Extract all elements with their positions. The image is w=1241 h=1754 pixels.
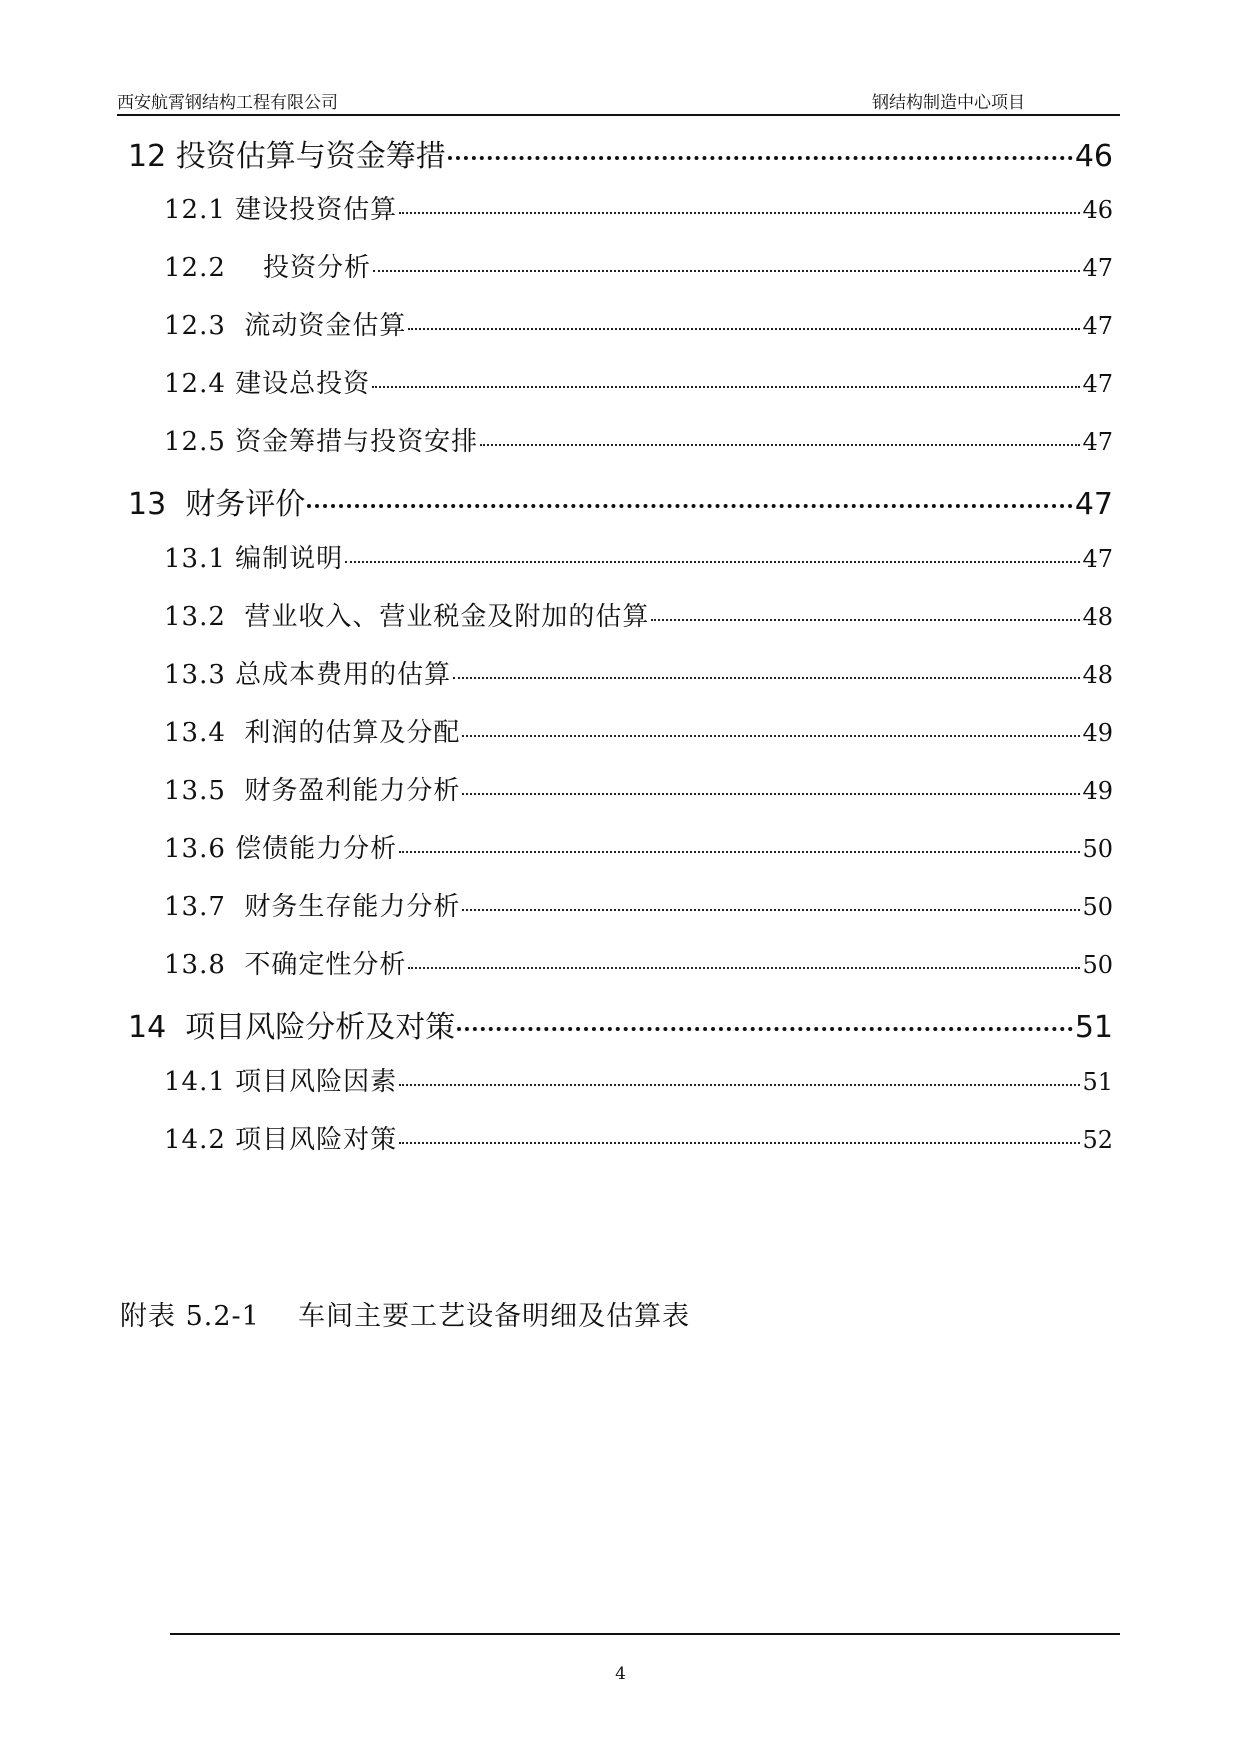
toc-leader-dots: [462, 715, 1080, 741]
toc-entry-page: 50: [1082, 951, 1113, 979]
toc-entry-13-1[interactable]: [164, 538, 1113, 575]
toc-entry-page: 48: [1082, 603, 1113, 631]
toc-entry-page: 47: [1082, 312, 1113, 340]
toc-entry-label: 13.1 编制说明: [164, 544, 344, 574]
toc-leader-dots: [448, 136, 1073, 166]
toc-entry-label: 13.6 偿债能力分析: [164, 834, 398, 864]
toc-leader-dots: [408, 947, 1080, 973]
toc-entry-page: 46: [1082, 196, 1113, 224]
toc-entry-section-14[interactable]: [128, 1002, 1113, 1046]
toc-leader-dots: [307, 484, 1073, 514]
toc-entry-13-6[interactable]: [164, 828, 1113, 865]
toc-entry-label: 12 投资估算与资金筹措: [128, 139, 446, 174]
toc-entry-page: 47: [1082, 428, 1113, 456]
toc-entry-13-7[interactable]: [164, 886, 1113, 923]
toc-entry-label: 12.4 建设总投资: [164, 369, 371, 399]
toc-leader-dots: [372, 366, 1080, 392]
toc-entry-section-13[interactable]: [128, 479, 1113, 523]
toc-entry-label: 13.4 利润的估算及分配: [164, 718, 461, 748]
toc-entry-label: 13.5 财务盈利能力分析: [164, 776, 461, 806]
toc-leader-dots: [457, 1007, 1073, 1037]
toc-entry-label: 13.2 营业收入、营业税金及附加的估算: [164, 602, 650, 632]
toc-entry-label: 14.2 项目风险对策: [164, 1125, 398, 1155]
toc-entry-12-3[interactable]: [164, 305, 1113, 342]
toc-entry-page: 46: [1074, 139, 1113, 174]
toc-leader-dots: [651, 599, 1080, 625]
toc-entry-label: 12.3 流动资金估算: [164, 311, 407, 341]
toc-leader-dots: [399, 192, 1080, 218]
toc-entry-12-2[interactable]: [164, 247, 1113, 284]
toc-entry-label: 14.1 项目风险因素: [164, 1067, 398, 1097]
toc-entry-12-1[interactable]: [164, 189, 1113, 226]
toc-entry-page: 49: [1082, 777, 1113, 805]
toc-leader-dots: [462, 889, 1080, 915]
toc-entry-page: 51: [1082, 1068, 1113, 1096]
toc-leader-dots: [399, 1122, 1080, 1148]
toc-entry-page: 48: [1082, 661, 1113, 689]
toc-entry-label: 12.5 资金筹措与投资安排: [164, 427, 479, 457]
toc-leader-dots: [408, 308, 1080, 334]
toc-entry-page: 47: [1074, 487, 1113, 522]
toc-entry-label: 12.2 投资分析: [164, 253, 371, 283]
toc-entry-13-5[interactable]: [164, 770, 1113, 807]
toc-leader-dots: [345, 541, 1080, 567]
toc-leader-dots: [399, 831, 1080, 857]
toc-leader-dots: [399, 1064, 1080, 1090]
toc-entry-label: 14 项目风险分析及对策: [128, 1010, 456, 1045]
header-company-name: 西安航霄钢结构工程有限公司: [117, 93, 338, 113]
toc-entry-page: 49: [1082, 719, 1113, 747]
toc-entry-label: 13.3 总成本费用的估算: [164, 660, 452, 690]
toc-entry-page: 52: [1082, 1126, 1113, 1154]
toc-leader-dots: [480, 424, 1080, 450]
footer-divider: [170, 1633, 1120, 1635]
toc-entry-13-4[interactable]: [164, 712, 1113, 749]
toc-entry-label: 12.1 建设投资估算: [164, 195, 398, 225]
toc-entry-label: 13.8 不确定性分析: [164, 950, 407, 980]
header-project-name: 钢结构制造中心项目: [872, 93, 1025, 113]
toc-entry-13-2[interactable]: [164, 596, 1113, 633]
appendix-table-reference[interactable]: 附表 5.2-1 车间主要工艺设备明细及估算表: [120, 1301, 691, 1332]
toc-entry-page: 47: [1082, 545, 1113, 573]
toc-leader-dots: [373, 250, 1081, 276]
toc-entry-12-4[interactable]: [164, 363, 1113, 400]
toc-entry-section-12[interactable]: [128, 131, 1113, 175]
toc-entry-13-3[interactable]: [164, 654, 1113, 691]
page-number: 4: [615, 1664, 626, 1684]
toc-entry-14-1[interactable]: [164, 1061, 1113, 1098]
toc-entry-page: 47: [1082, 254, 1113, 282]
toc-entry-label: 13.7 财务生存能力分析: [164, 892, 461, 922]
toc-entry-page: 50: [1082, 893, 1113, 921]
toc-entry-page: 51: [1074, 1010, 1113, 1045]
toc-leader-dots: [462, 773, 1080, 799]
toc-entry-13-8[interactable]: [164, 944, 1113, 981]
toc-entry-page: 50: [1082, 835, 1113, 863]
toc-entry-label: 13 财务评价: [128, 487, 306, 522]
toc-leader-dots: [453, 657, 1080, 683]
toc-entry-14-2[interactable]: [164, 1119, 1113, 1156]
toc-entry-page: 47: [1082, 370, 1113, 398]
toc-entry-12-5[interactable]: [164, 421, 1113, 458]
